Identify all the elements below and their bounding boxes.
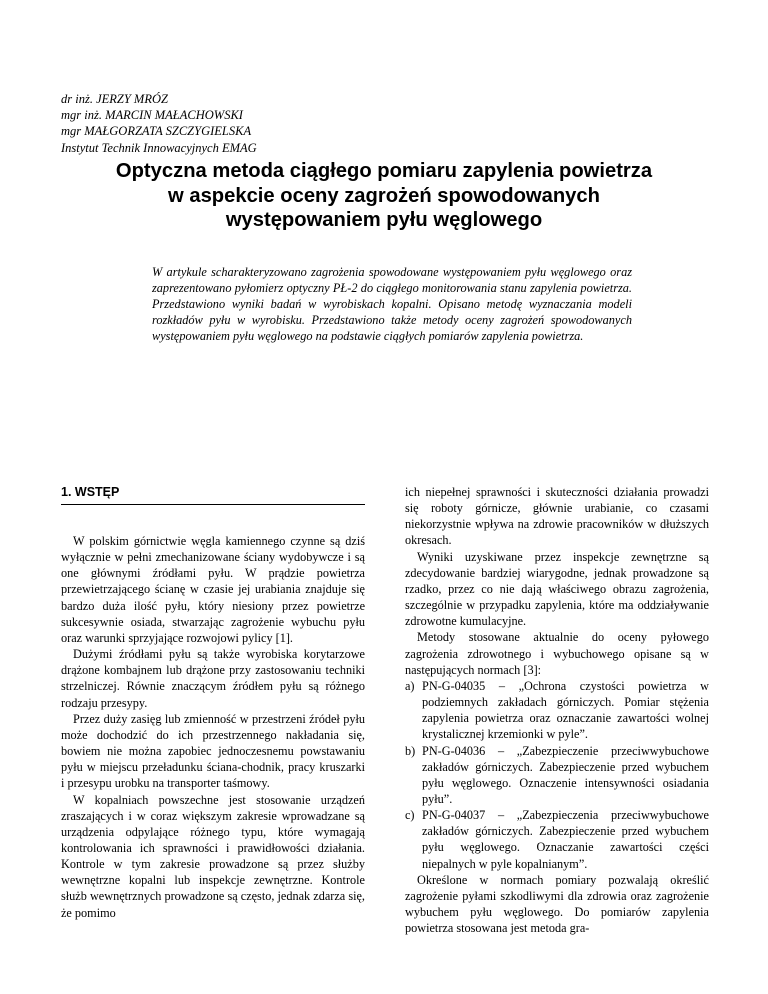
list-label: b)	[405, 743, 416, 758]
paragraph: Wyniki uzyskiwane przez inspekcje zewnętrzne są zdecydowanie bardziej wiarygodne, jednak prowadzone są rzadko, przez co nie dają właściwego obrazu zagrożenia, szczególnie w przypadku zapylenia, które ma oddziaływanie zdrowotne kumulacyjne.	[405, 549, 709, 629]
author-name: dr inż. JERZY MRÓZ	[61, 92, 168, 106]
right-column	[405, 484, 709, 936]
standards-list-item	[405, 678, 709, 743]
paragraph: W polskim górnictwie węgla kamiennego czynne są dziś wyłącznie w pełni zmechanizowane ściany wydobywcze i są one głównymi źródłami pyłu. W prądzie powietrza przewietrzającego ścianę w czasie jej urabiania znajduje się bardzo duża ilość pyłu, który niesiony przez powietrze sukcesywnie osiada, stwarzając zagrożenie wybuchu pyłu oraz warunki sprzyjające rozwojowi pylicy [1].	[61, 534, 365, 645]
section-heading: 1. WSTĘP	[61, 484, 365, 505]
list-text: PN-G-04035 – „Ochrona czystości powietrza w podziemnych zakładach górniczych. Pomiar stężenia zapylenia powietrza oraz oznaczanie zawartości wolnej krystalicznej krzemionki w pyle”.	[422, 678, 709, 742]
abstract: W artykule scharakteryzowano zagrożenia spowodowane występowaniem pyłu węglowego oraz zaprezentowano pyłomierz optyczny PŁ-2 do ciągłego monitorowania stanu zapylenia powietrza. Przedstawiono wyniki badań w wyrobiskach kopalni. Opisano metodę wyznaczania modeli rozkładów pyłu w wyrobisku. Przedstawiono także metody oceny zagrożeń spowodowanych występowaniem pyłu węglowego na podstawie ciągłych pomiarów zapylenia powietrza.	[152, 265, 632, 344]
standards-list-item	[405, 743, 709, 808]
left-column-text	[61, 533, 365, 921]
paragraph: Określone w normach pomiary pozwalają określić zagrożenie pyłami szkodliwymi dla zdrowia oraz zagrożenie wybuchem pyłu węglowego. Do pomiarów zapylenia powietrza stosowana jest metoda gra-	[405, 872, 709, 936]
list-text: PN-G-04037 – „Zabezpieczenia przeciwwybuchowe zakładów górniczych. Zabezpieczenie przed wybuchem pyłu węglowego. Oznaczanie zawartości części niepalnych w pyle kopalnianym”.	[422, 808, 709, 871]
left-column	[61, 484, 365, 921]
title-line: występowaniem pyłu węglowego	[225, 209, 543, 231]
paragraph-continuation: ich niepełnej sprawności i skuteczności działania prowadzi się roboty górnicze, głównie urabianie, co czasami niekorzystnie wpływa na zdrowie pracowników w dłuższych okresach.	[405, 485, 709, 548]
standards-list-item	[405, 807, 709, 872]
author-block	[61, 91, 481, 156]
title-line: w aspekcie oceny zagrożeń spowodowanych	[168, 184, 600, 207]
paragraph: W kopalniach powszechne jest stosowanie urządzeń zraszających i w coraz większym zakresie wprowadzane są urządzenia odpylające różnego typu, które wymagają kontrolowania ich sprawności i prawidłowości działania. Kontrole w tym zakresie prowadzone są przez służby wewnętrzne kopalni lub inspekcje zewnętrzne. Kontrole służb wewnętrznych prowadzone są często, jednak zdarza się, że pomimo	[61, 792, 365, 920]
paragraph: Przez duży zasięg lub zmienność w przestrzeni źródeł pyłu może dochodzić do ich przestrzennego nakładania się, bowiem nie można zapobiec jednoczesnemu powstawaniu pyłu w miejscu przeładunku ściana-chodnik, pracy kruszarki i przesypu urobku na transporter taśmowy.	[61, 711, 365, 791]
paragraph: Metody stosowane aktualnie do oceny pyłowego zagrożenia zdrowotnego i wybuchowego opisane są w następujących normach [3]:	[405, 630, 709, 677]
list-label: a)	[405, 678, 415, 693]
title-line: Optyczna metoda ciągłego pomiaru zapylenia powietrza	[115, 160, 653, 182]
author-affiliation: Instytut Technik Innowacyjnych EMAG	[61, 140, 257, 155]
list-label: c)	[405, 808, 415, 823]
paragraph: Dużymi źródłami pyłu są także wyrobiska korytarzowe drążone kombajnem lub drążone przy zastosowaniu techniki strzelniczej. Równie znaczącym źródłem pyłu są różnego rodzaju przesypy.	[61, 647, 365, 710]
paper-title	[40, 159, 728, 233]
list-text: PN-G-04036 – „Zabezpieczenie przeciwwybuchowe zakładów górniczych. Zabezpieczenie przed wybuchem pyłu węglowego. Oznaczenie intensywności osiadania pyłu”.	[422, 743, 709, 806]
author-name: mgr MAŁGORZATA SZCZYGIELSKA	[61, 124, 252, 139]
author-name: mgr inż. MARCIN MAŁACHOWSKI	[61, 108, 243, 123]
